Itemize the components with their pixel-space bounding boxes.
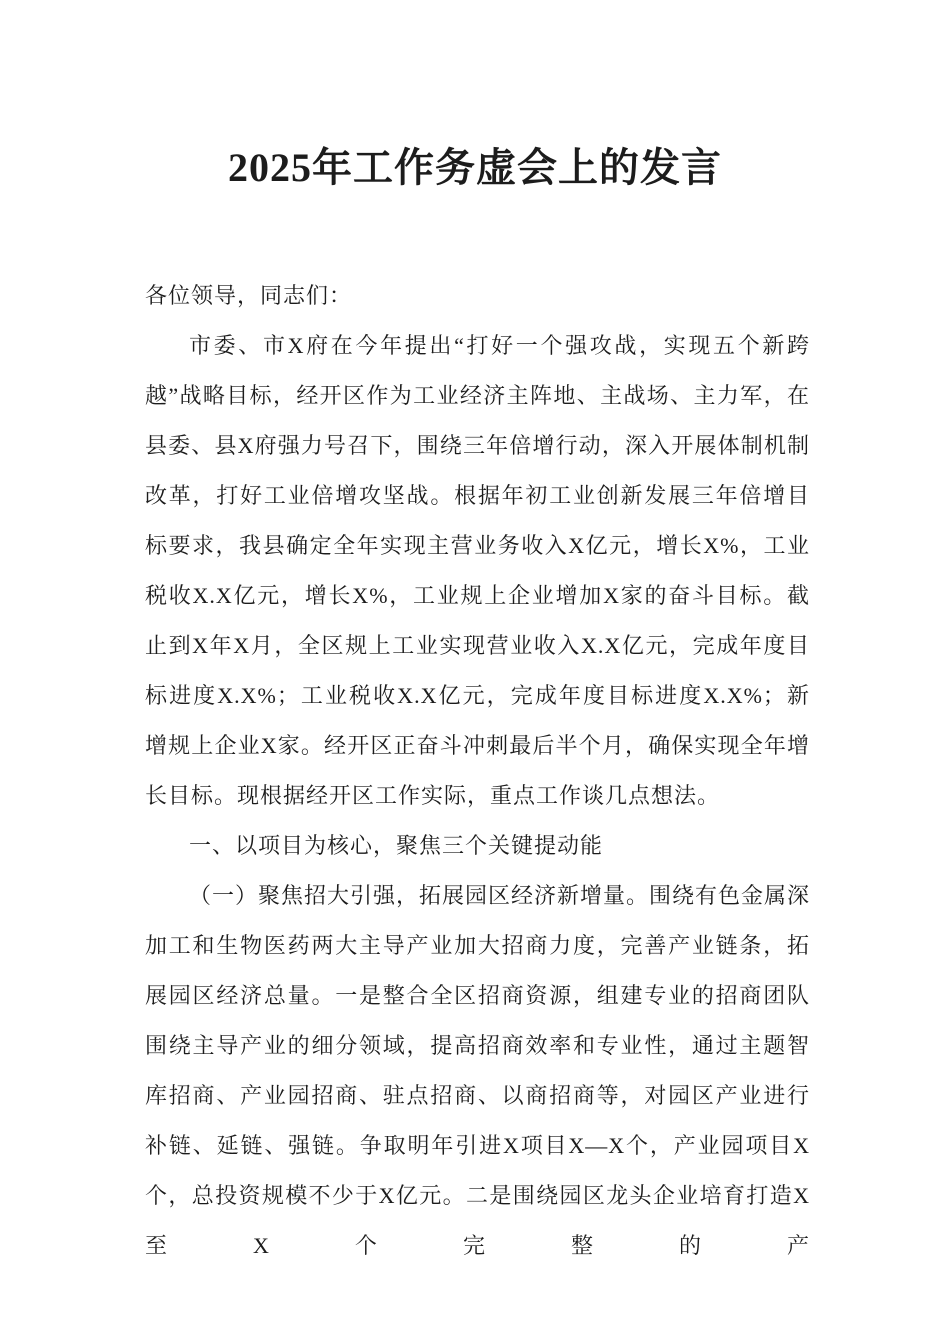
salutation-line: 各位领导，同志们： — [145, 283, 353, 308]
body-paragraph-subsection-one: （一）聚焦招大引强，拓展园区经济新增量。围绕有色金属深加工和生物医药两大主导产业加大招商力度，完善产业链条，拓展园区经济总量。一是整合全区招商资源，组建专业的招商团队围绕主导产业的细分领域，提高招商效率和专业性，通过主题智库招商、产业园招商、驻点招商、以商招商等，对园区产业进行补链、延链、强链。争取明年引进X项目X—X个，产业园项目X个，总投资规模不少于X亿元。二是围绕园区龙头企业培育打造X至X个完整的产 — [145, 883, 811, 1258]
document-body — [145, 271, 810, 1271]
section-heading-one: 一、以项目为核心，聚焦三个关键提动能 — [189, 833, 604, 858]
document-title: 2025年工作务虚会上的发言 — [228, 145, 722, 190]
body-paragraph-overview: 市委、市X府在今年提出“打好一个强攻战，实现五个新跨越”战略目标，经开区作为工业经济主阵地、主战场、主力军，在县委、县X府强力号召下，围绕三年倍增行动，深入开展体制机制改革，打好工业倍增攻坚战。根据年初工业创新发展三年倍增目标要求，我县确定全年实现主营业务收入X亿元，增长X%，工业税收X.X亿元，增长X%，工业规上企业增加X家的奋斗目标。截止到X年X月，全区规上工业实现营业收入X.X亿元，完成年度目标进度X.X%；工业税收X.X亿元，完成年度目标进度X.X%；新增规上企业X家。经开区正奋斗冲刺最后半个月，确保实现全年增长目标。现根据经开区工作实际，重点工作谈几点想法。 — [145, 333, 810, 808]
